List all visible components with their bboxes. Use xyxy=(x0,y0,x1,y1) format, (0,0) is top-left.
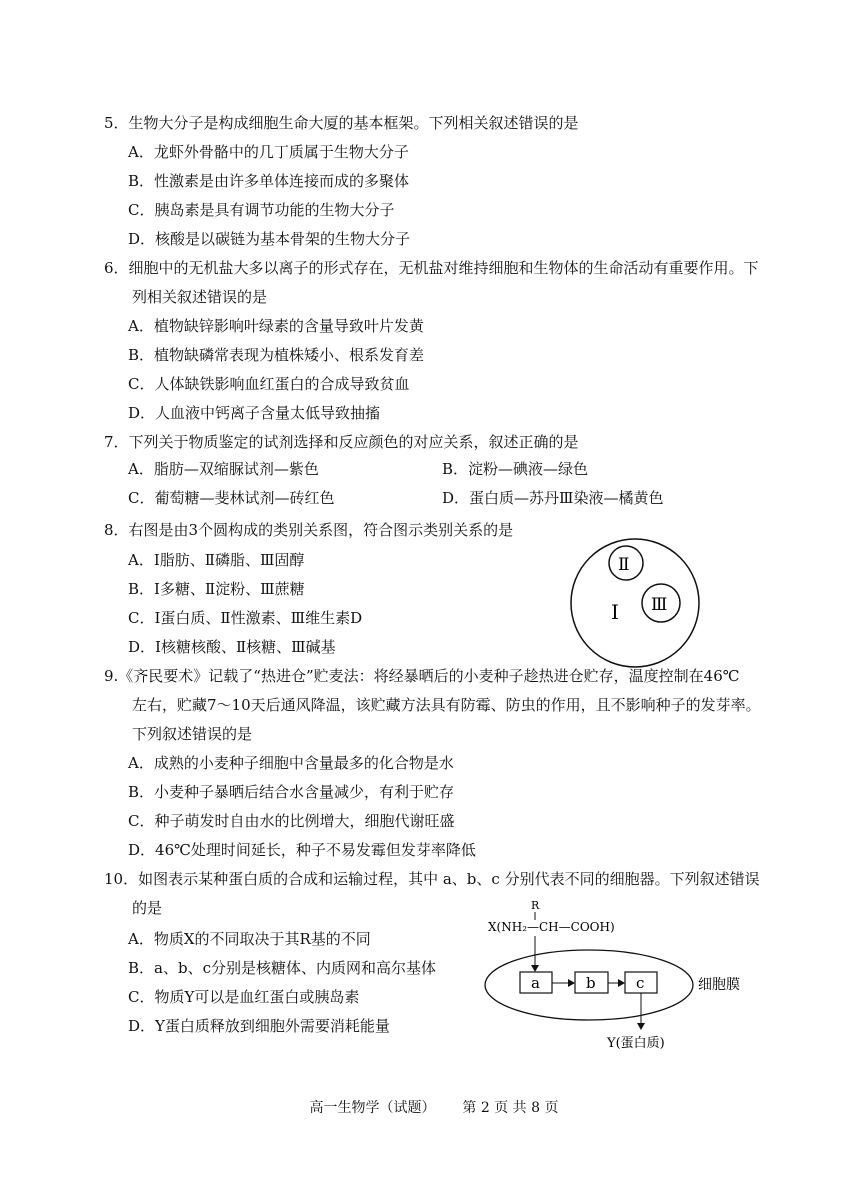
q6-option-a: A．植物缺锌影响叶绿素的含量导致叶片发黄 xyxy=(128,317,424,335)
q9-option-d: D．46℃处理时间延长，种子不易发霉但发芽率降低 xyxy=(128,841,476,859)
amino-acid-x-label: X(NH₂—CH—COOH) xyxy=(488,920,615,934)
q9-option-b: B．小麦种子暴晒后结合水含量减少，有利于贮存 xyxy=(128,783,455,801)
question-9-stem-line1: 9.《齐民要术》记载了“热进仓”贮麦法：将经暴晒后的小麦种子趁热进仓贮存，温度控制在46℃ xyxy=(104,667,740,685)
q5-option-c: C．胰岛素是具有调节功能的生物大分子 xyxy=(128,201,395,219)
protein-y-label: Y(蛋白质) xyxy=(607,1036,665,1051)
question-5-stem: 5．生物大分子是构成细胞生命大厦的基本框架。下列相关叙述错误的是 xyxy=(104,114,579,132)
q8-venn-diagram xyxy=(565,536,705,670)
question-10-stem-line2: 的是 xyxy=(132,899,163,917)
q5-option-d: D．核酸是以碳链为基本骨架的生物大分子 xyxy=(128,230,411,248)
question-9-stem-line2: 左右，贮藏7～10天后通风降温，该贮藏方法具有防霉、防虫的作用，且不影响种子的发芽率。 xyxy=(132,696,761,714)
footer-title: 高一生物学（试题） xyxy=(309,1100,436,1116)
x-arrow-head xyxy=(531,965,539,972)
question-6-stem-line1: 6．细胞中的无机盐大多以离子的形式存在，无机盐对维持细胞和生物体的生命活动有重要作用。下 xyxy=(104,259,759,277)
q6-option-b: B．植物缺磷常表现为植株矮小、根系发育差 xyxy=(128,346,425,364)
question-10-stem-line1: 10．如图表示某种蛋白质的合成和运输过程，其中 a、b、c 分别代表不同的细胞器。下列叙述错误 xyxy=(104,870,760,888)
q7-option-c: C．葡萄糖—斐林试剂—砖红色 xyxy=(128,489,335,507)
q10-option-a: A．物质X的不同取决于其R基的不同 xyxy=(128,930,371,948)
organelle-c-label: c xyxy=(636,974,645,992)
q10-option-b: B．a、b、c分别是核糖体、内质网和高尔基体 xyxy=(128,959,436,977)
arrow-b-to-c xyxy=(618,979,625,987)
q5-option-b: B．性激素是由许多单体连接而成的多聚体 xyxy=(128,172,410,190)
q7-option-b: B．淀粉—碘液—绿色 xyxy=(442,460,589,478)
label-I: Ⅰ xyxy=(611,600,619,624)
q6-option-d: D．人血液中钙离子含量太低导致抽搐 xyxy=(128,404,381,422)
q7-option-d: D．蛋白质—苏丹Ⅲ染液—橘黄色 xyxy=(442,489,664,507)
q9-option-a: A．成熟的小麦种子细胞中含量最多的化合物是水 xyxy=(128,754,454,772)
q10-protein-transport-diagram xyxy=(480,895,780,1057)
q8-option-c: C．Ⅰ蛋白质、Ⅱ性激素、Ⅲ维生素D xyxy=(128,609,363,627)
label-III: Ⅲ xyxy=(651,595,668,615)
label-II: Ⅱ xyxy=(618,555,630,575)
cell-membrane-label: 细胞膜 xyxy=(698,977,740,993)
organelle-b-label: b xyxy=(586,974,596,992)
q10-option-c: C．物质Y可以是血红蛋白或胰岛素 xyxy=(128,988,360,1006)
secretion-arrow-head xyxy=(637,1023,645,1030)
question-6-stem-line2: 列相关叙述错误的是 xyxy=(132,288,268,306)
question-9-stem-line3: 下列叙述错误的是 xyxy=(132,725,253,743)
q5-option-a: A．龙虾外骨骼中的几丁质属于生物大分子 xyxy=(128,143,409,161)
r-group-label: R xyxy=(531,899,540,912)
q10-option-d: D．Y蛋白质释放到细胞外需要消耗能量 xyxy=(128,1017,390,1035)
q8-option-d: D．Ⅰ核糖核酸、Ⅱ核糖、Ⅲ碱基 xyxy=(128,638,336,656)
question-8-stem: 8．右图是由3个圆构成的类别关系图，符合图示类别关系的是 xyxy=(104,521,514,539)
question-7-stem: 7．下列关于物质鉴定的试剂选择和反应颜色的对应关系，叙述正确的是 xyxy=(104,433,579,451)
footer-page-number: 第 2 页 共 8 页 xyxy=(462,1100,559,1116)
q8-option-b: B．Ⅰ多糖、Ⅱ淀粉、Ⅲ蔗糖 xyxy=(128,580,305,598)
q7-option-a: A．脂肪—双缩脲试剂—紫色 xyxy=(128,460,319,478)
organelle-a-label: a xyxy=(531,974,540,992)
q6-option-c: C．人体缺铁影响血红蛋白的合成导致贫血 xyxy=(128,375,410,393)
arrow-a-to-b xyxy=(568,979,575,987)
q8-option-a: A．Ⅰ脂肪、Ⅱ磷脂、Ⅲ固醇 xyxy=(128,551,305,569)
page-footer xyxy=(0,1097,868,1117)
q9-option-c: C．种子萌发时自由水的比例增大，细胞代谢旺盛 xyxy=(128,812,455,830)
